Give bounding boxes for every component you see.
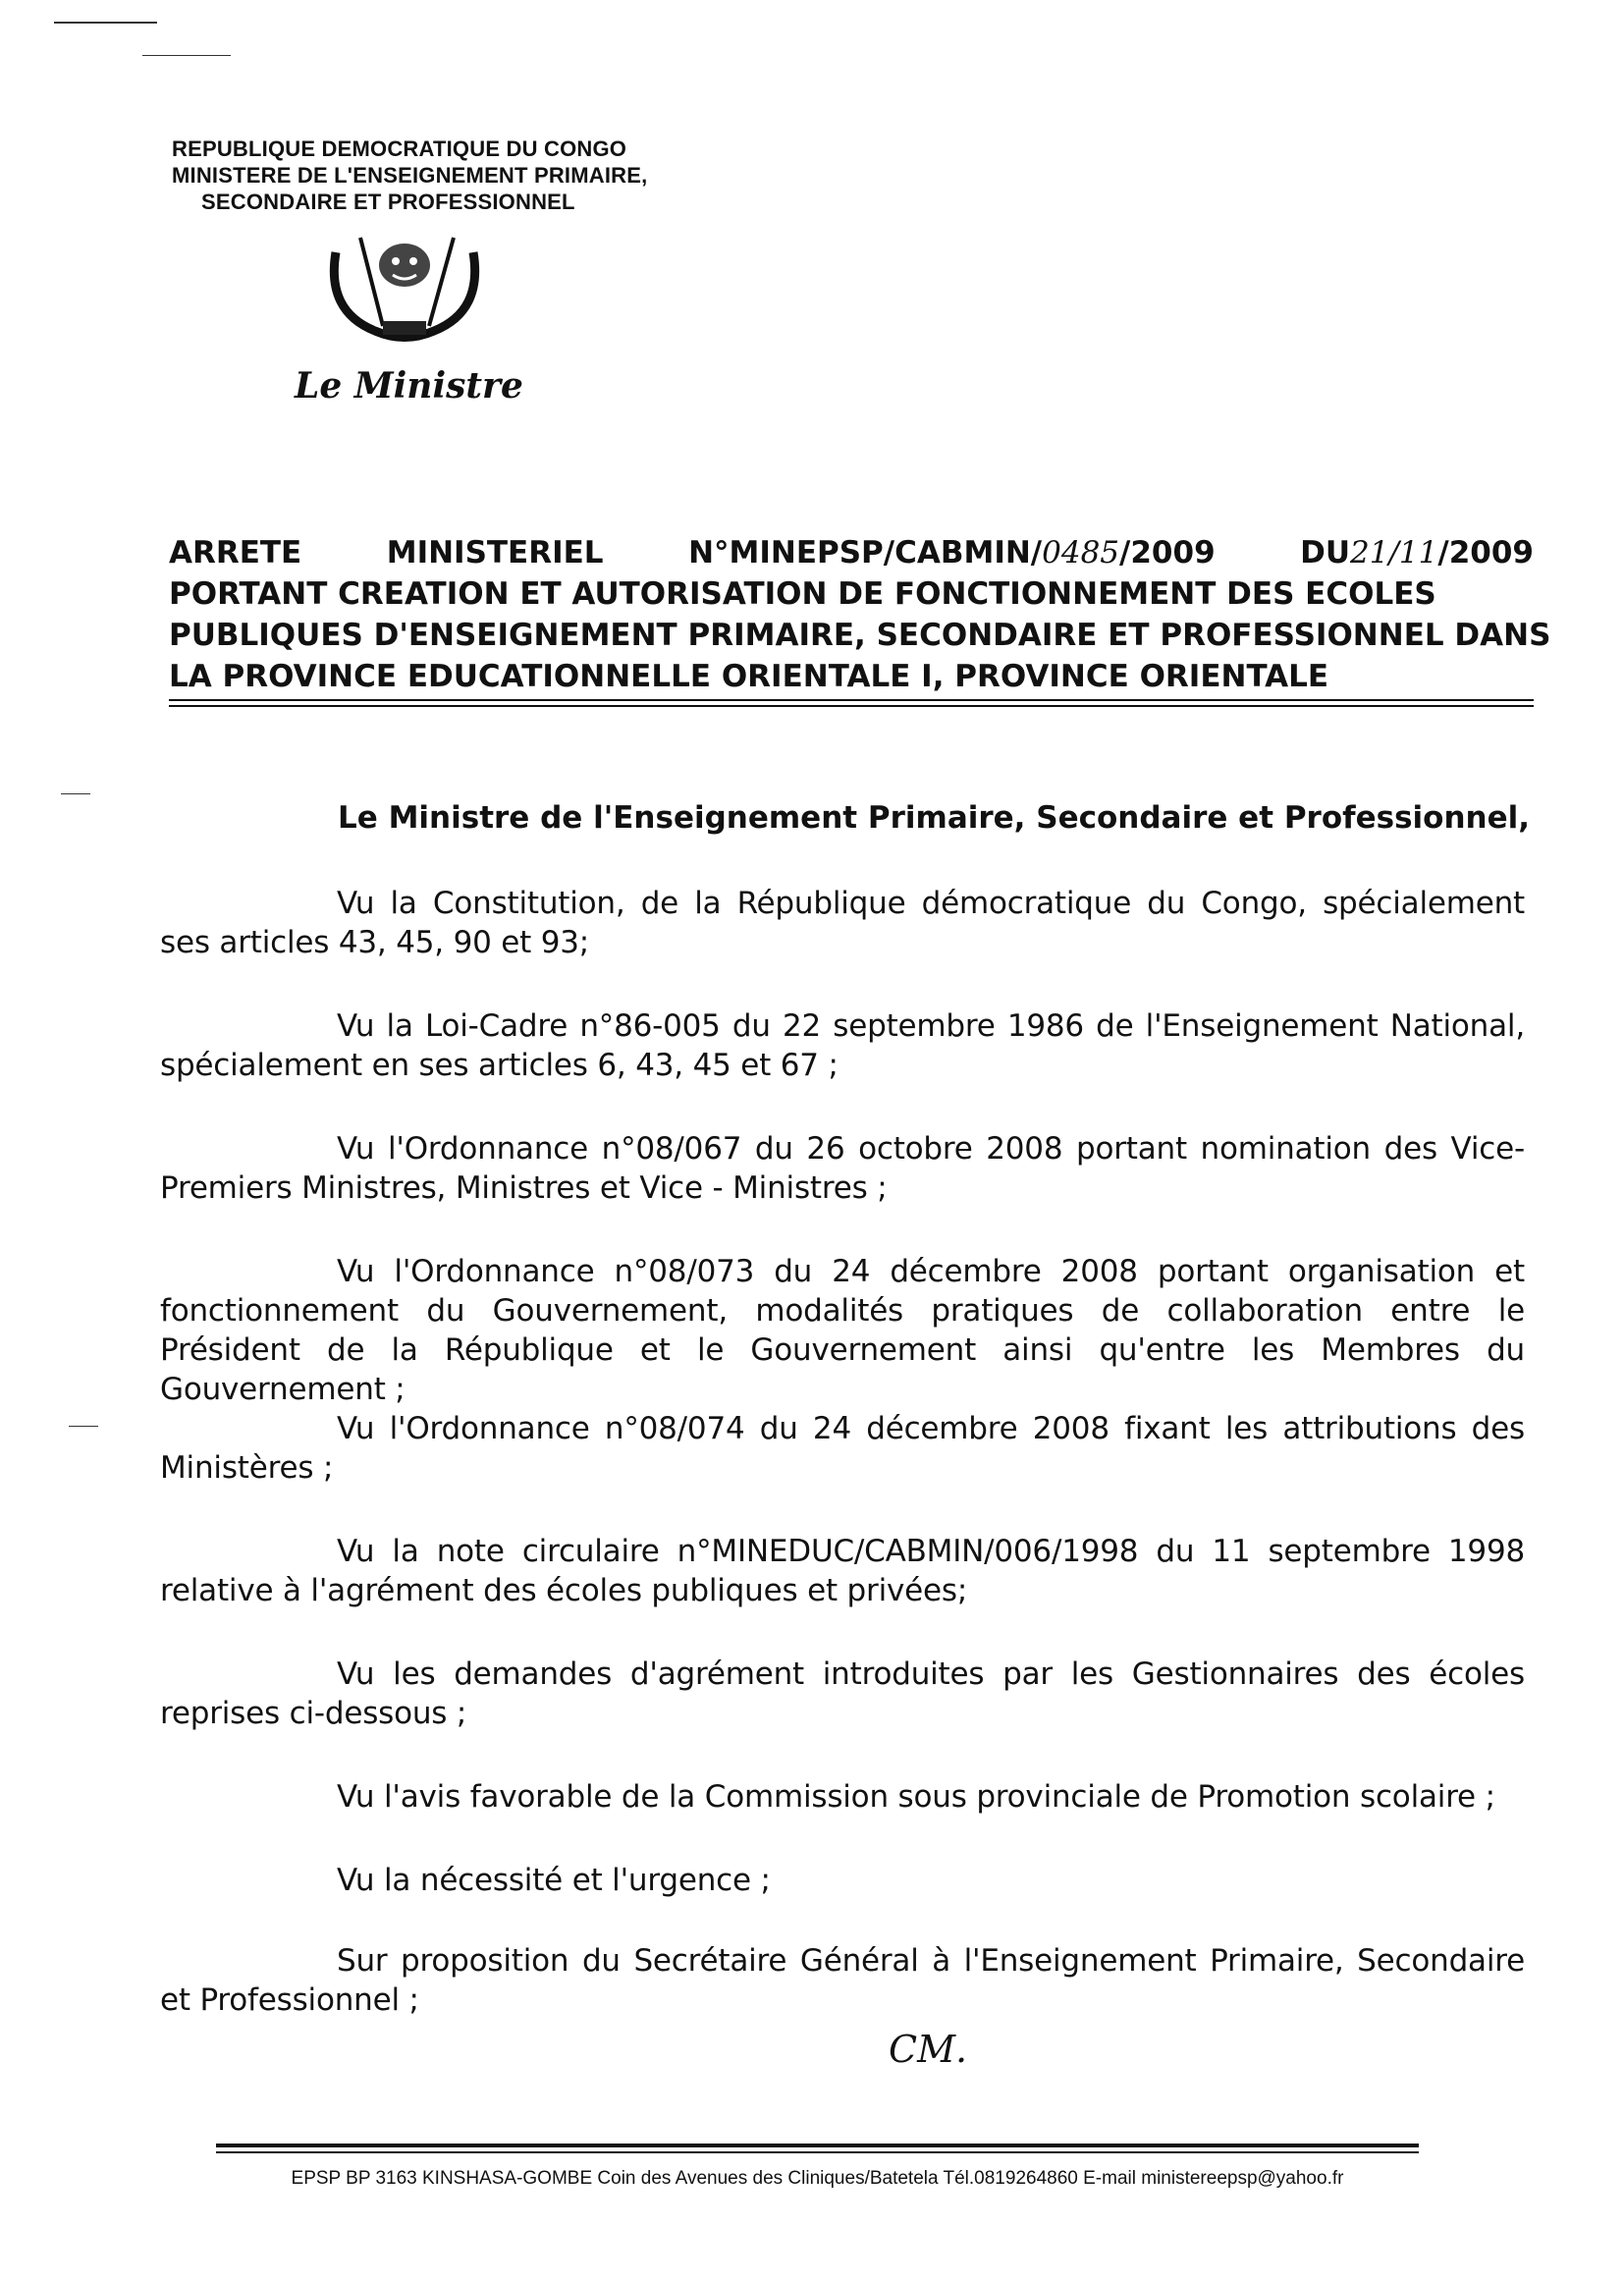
- decree-number: [688, 532, 1216, 573]
- decree-date: [1300, 532, 1534, 573]
- title-word-arrete: ARRETE: [169, 535, 302, 570]
- minister-heading: Le Ministre de l'Enseignement Primaire, Secondaire et Professionnel,: [338, 800, 1531, 836]
- decree-number-prefix: N°MINEPSP/CABMIN/: [688, 535, 1043, 570]
- footer-rule-top: [216, 2144, 1419, 2147]
- decree-title: [169, 532, 1551, 697]
- header-country: REPUBLIQUE DEMOCRATIQUE DU CONGO: [172, 136, 627, 161]
- header-ministry-cont: SECONDAIRE ET PROFESSIONNEL: [201, 190, 575, 214]
- title-rule-bottom: [169, 705, 1534, 707]
- scan-artifact: [142, 55, 231, 56]
- coat-of-arms-emblem: [306, 228, 503, 355]
- paragraph-note-circulaire: Vu la note circulaire n°MINEDUC/CABMIN/006/1998 du 11 septembre 1998 relative à l'agrément des écoles publiques et privées;: [160, 1534, 1525, 1608]
- paragraph-ordonnance-073: Vu l'Ordonnance n°08/073 du 24 décembre 2008 portant organisation et fonctionnement du Gouvernement, modalités pratiques de collaboration entre le Président de la République et le Gouvernement ainsi qu'entre les Membres du Gouvernement ;: [160, 1254, 1525, 1407]
- title-line-4: LA PROVINCE EDUCATIONNELLE ORIENTALE I, PROVINCE ORIENTALE: [169, 659, 1329, 694]
- decree-number-handwritten: 0485: [1042, 535, 1120, 570]
- title-word-ministeriel: MINISTERIEL: [386, 535, 604, 570]
- footer-address: EPSP BP 3163 KINSHASA-GOMBE Coin des Avenues des Cliniques/Batetela Tél.0819264860 E-mail ministereepsp@yahoo.fr: [291, 2168, 1344, 2189]
- paragraph-proposition: Sur proposition du Secrétaire Général à l'Enseignement Primaire, Secondaire et Professionnel ;: [160, 1943, 1525, 2018]
- handwritten-initials: CM.: [889, 2028, 968, 2071]
- paragraph-constitution: Vu la Constitution, de la République démocratique du Congo, spécialement ses articles 43, 45, 90 et 93;: [160, 886, 1525, 960]
- scan-artifact: [54, 22, 157, 24]
- title-line-3: PUBLIQUES D'ENSEIGNEMENT PRIMAIRE, SECONDAIRE ET PROFESSIONNEL DANS: [169, 618, 1551, 653]
- document-header: [172, 136, 781, 215]
- title-rule-top: [169, 699, 1534, 701]
- paragraph-avis-favorable: Vu l'avis favorable de la Commission sous provinciale de Promotion scolaire ;: [337, 1779, 1495, 1815]
- footer-rule-bottom: [216, 2151, 1419, 2153]
- scan-artifact: [61, 793, 90, 794]
- decree-number-year: /2009: [1119, 535, 1216, 570]
- scan-artifact: [69, 1426, 98, 1427]
- paragraph-ordonnance-074: Vu l'Ordonnance n°08/074 du 24 décembre 2008 fixant les attributions des Ministères ;: [160, 1411, 1525, 1486]
- decree-date-handwritten: 21/11: [1350, 535, 1438, 570]
- minister-signature-text: Le Ministre: [295, 365, 523, 407]
- paragraph-loi-cadre: Vu la Loi-Cadre n°86-005 du 22 septembre 1986 de l'Enseignement National, spécialement en ses articles 6, 43, 45 et 67 ;: [160, 1008, 1525, 1083]
- title-line-1: [169, 532, 1534, 573]
- title-line-2: PORTANT CREATION ET AUTORISATION DE FONCTIONNEMENT DES ECOLES: [169, 576, 1436, 612]
- paragraph-demandes: Vu les demandes d'agrément introduites par les Gestionnaires des écoles reprises ci-dessous ;: [160, 1656, 1525, 1731]
- decree-date-year: /2009: [1437, 535, 1534, 570]
- paragraph-ordonnance-067: Vu l'Ordonnance n°08/067 du 26 octobre 2008 portant nomination des Vice-Premiers Ministres, Ministres et Vice - Ministres ;: [160, 1131, 1525, 1206]
- decree-date-prefix: DU: [1300, 535, 1351, 570]
- header-ministry: MINISTERE DE L'ENSEIGNEMENT PRIMAIRE,: [172, 163, 648, 188]
- paragraph-urgence: Vu la nécessité et l'urgence ;: [337, 1863, 771, 1898]
